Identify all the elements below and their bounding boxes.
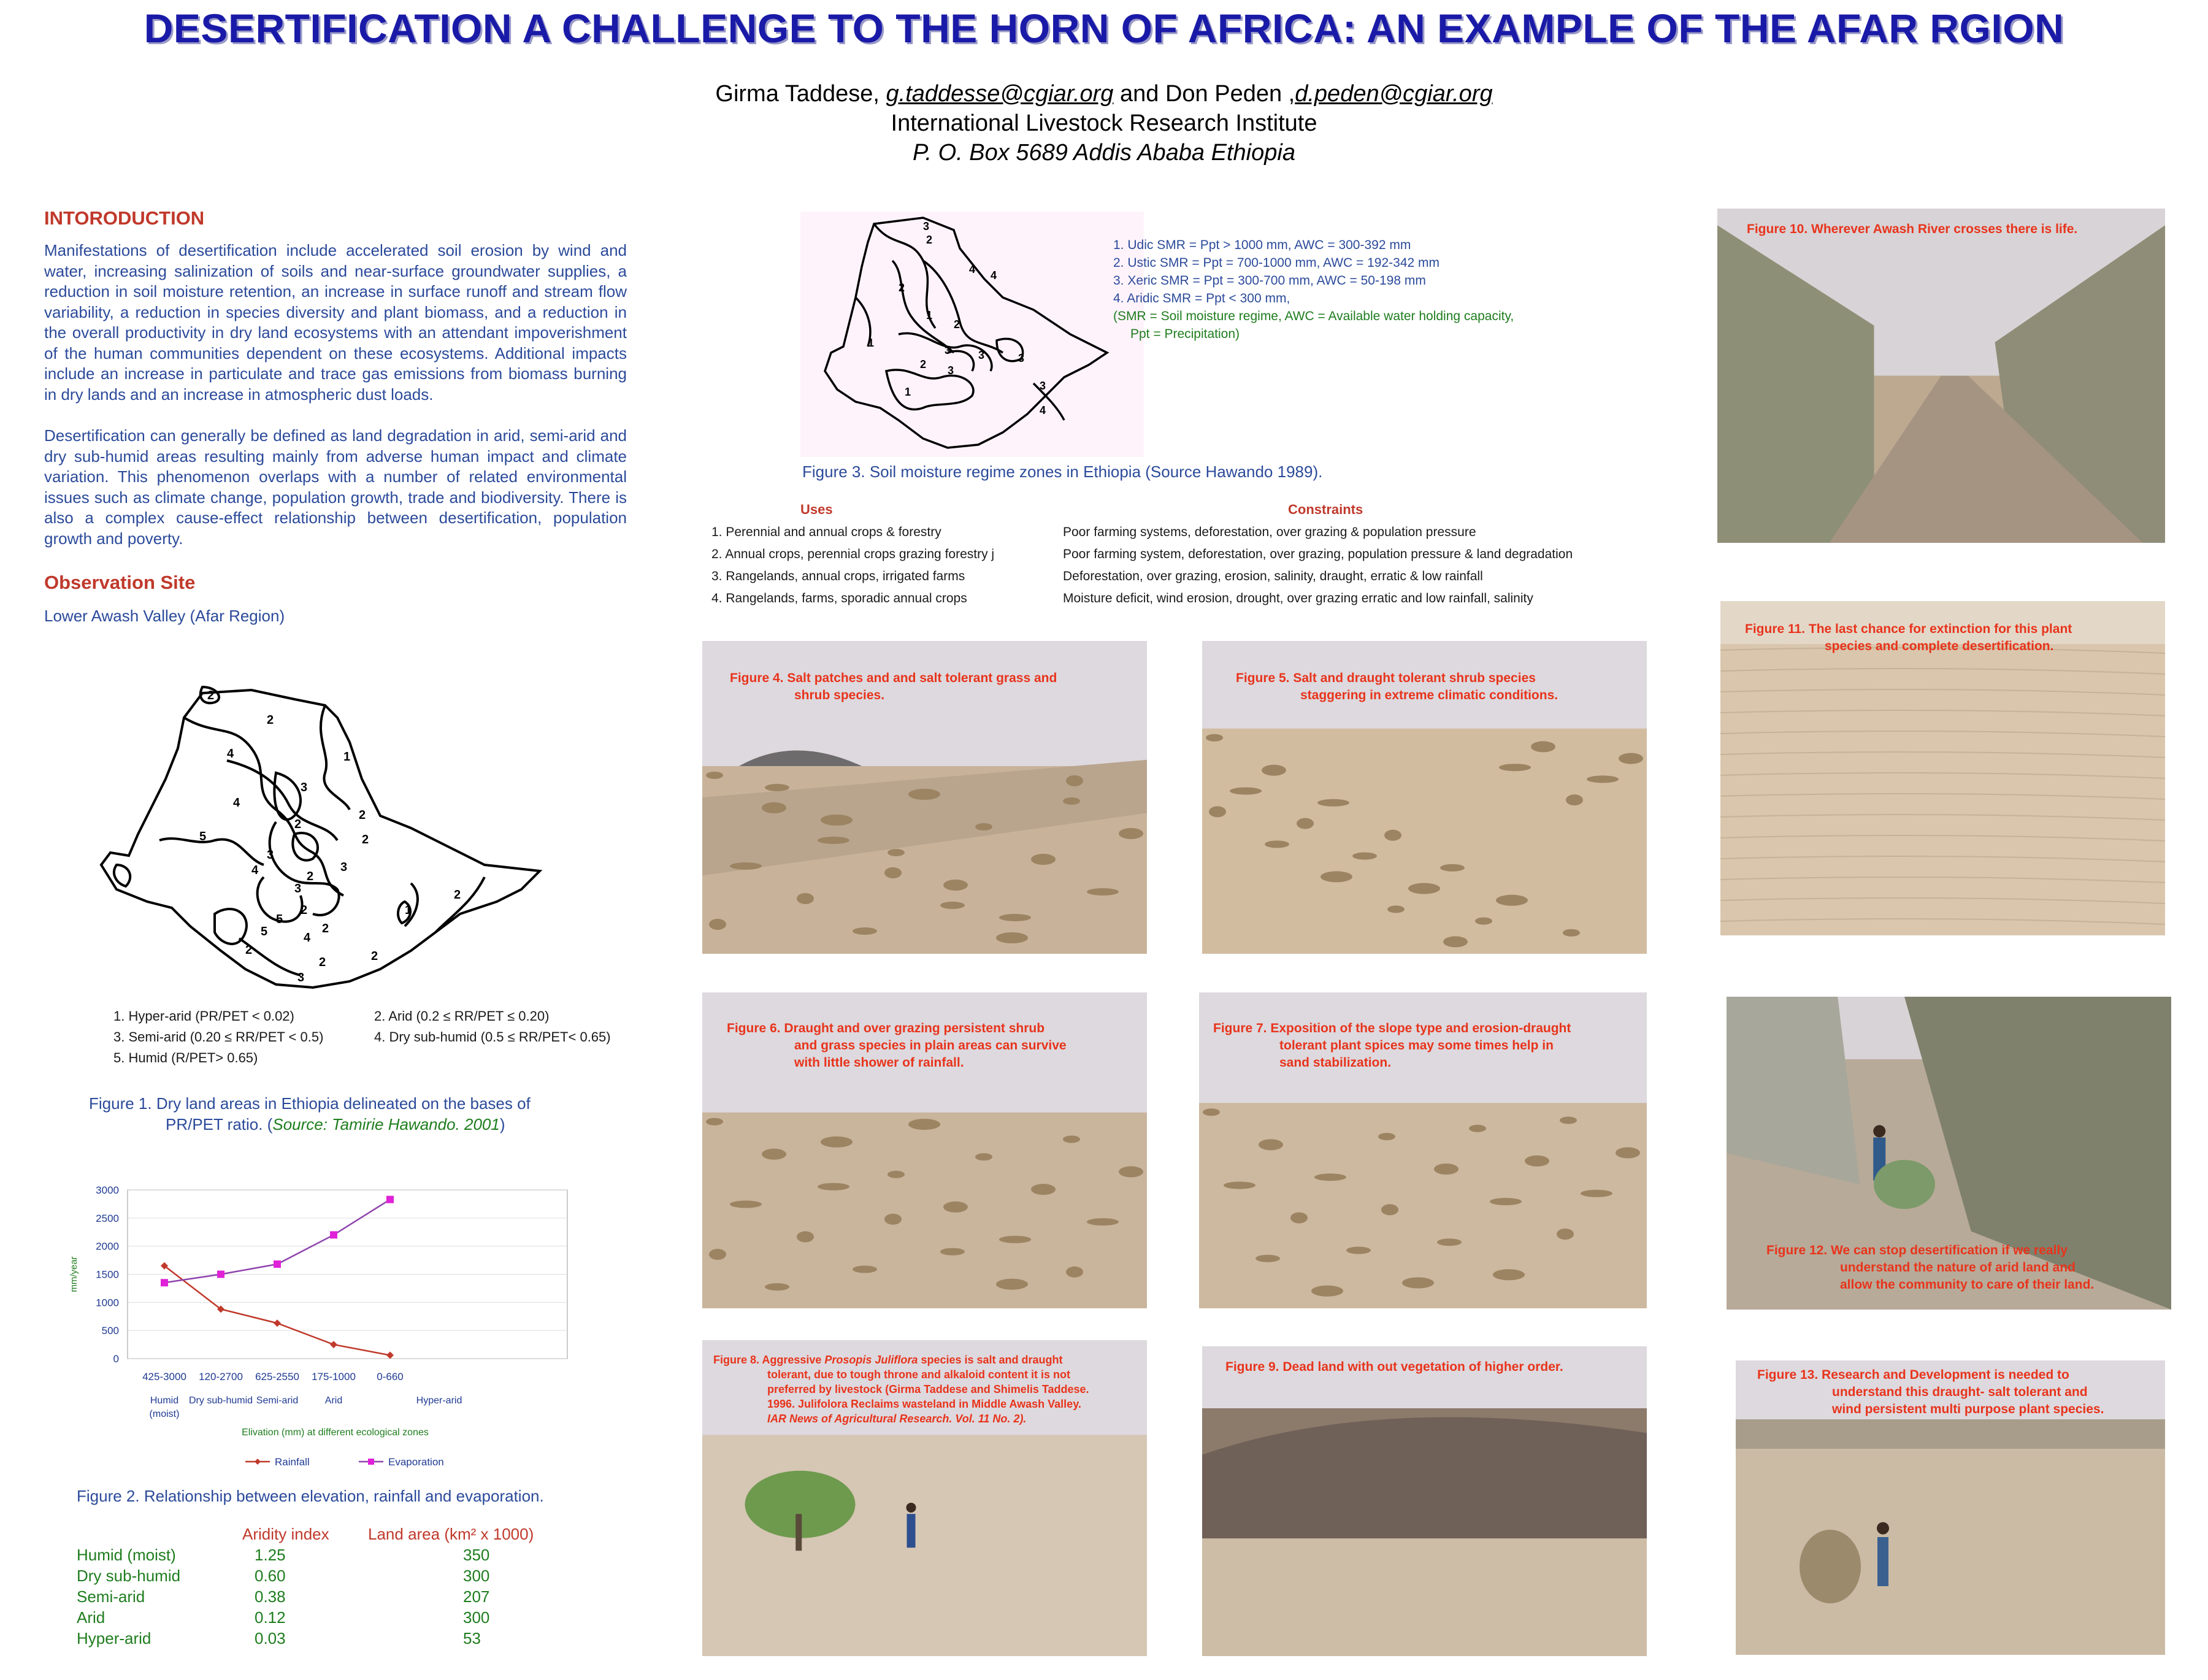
fig8-caption-line <box>713 1352 1089 1367</box>
fig3-zone-label: 4 <box>969 263 976 275</box>
y-tick-label: 2000 <box>96 1240 119 1252</box>
soil-moisture-map <box>800 212 1144 457</box>
fig5-caption <box>1236 670 1558 704</box>
constraint-cell: Deforestation, over grazing, erosion, salinity, draught, erratic & low rainfall <box>1063 569 1483 583</box>
fig9-caption <box>1225 1359 1563 1376</box>
fig4-caption <box>730 670 1057 704</box>
fig9-caption-line: Figure 9. Dead land with out vegetation of higher order. <box>1225 1360 1563 1374</box>
fig12-caption-line: allow the community to care of their land. <box>1840 1278 2095 1292</box>
aridity-header-index: Aridity index <box>242 1525 329 1543</box>
fig12-caption-line: understand the nature of arid land and <box>1840 1260 2076 1275</box>
rainfall-evaporation-chart <box>61 1178 589 1484</box>
legend-item-dry-sub-humid: 4. Dry sub-humid (0.5 ≤ RR/PET< 0.65) <box>374 1029 611 1045</box>
fig8-caption-part: species is salt and draught <box>918 1354 1063 1366</box>
fig11-caption <box>1745 621 2072 655</box>
intro-paragraph-1: Manifestations of desertification include accelerated soil erosion by wind and water, increasing salinization of soils and near-surface groundwater supplies, a reduction in soil moisture retention, an increase in surface runoff and stream flow variability, a reduction in species diversity and plant biomass, and a reduction in the overall productivity in dry land ecosystems with an attendant impoverishment of the human communities dependent on these ecosystems. Additional impacts include an increase in particulate and trace gas emissions from biomass burning in dry lands and an increase in atmospheric dust loads. <box>44 241 627 404</box>
fig8-caption-line: tolerant, due to tough throne and alkaloid content it is not <box>767 1368 1070 1381</box>
x-tick-label: 175-1000 <box>312 1371 356 1383</box>
fig6-caption <box>727 1020 1067 1072</box>
aridity-table-row <box>77 1587 567 1608</box>
fig7-caption-line: Figure 7. Exposition of the slope type and erosion-draught <box>1213 1021 1571 1035</box>
fig8-caption-line: preferred by livestock (Girma Taddese and Shimelis Taddese. <box>767 1383 1089 1395</box>
series-line-rainfall <box>164 1266 390 1356</box>
fig3-zone-label: 2 <box>926 234 933 246</box>
constraint-cell: Poor farming system, deforestation, over grazing, population pressure & land degradation <box>1063 547 1573 561</box>
fig1-zone-label: 4 <box>233 796 240 810</box>
zone-label: Dry sub-humid <box>188 1395 253 1406</box>
x-tick-label: 625-2550 <box>255 1371 299 1383</box>
fig6-caption-line: with little shower of rainfall. <box>794 1056 964 1070</box>
x-tick-label: 425-3000 <box>142 1371 186 1383</box>
legend-item-semi-arid: 3. Semi-arid (0.20 ≤ RR/PET < 0.5) <box>113 1029 324 1045</box>
fig1-zone-label: 1 <box>343 750 351 764</box>
aridity-header-area: Land area (km² x 1000) <box>368 1525 534 1543</box>
fig7-caption <box>1213 1020 1571 1072</box>
intro-heading: INTORODUCTION <box>44 207 205 229</box>
aridity-index-value: 0.03 <box>255 1629 286 1647</box>
legend-item-hyper-arid: 1. Hyper-arid (PR/PET < 0.02) <box>113 1008 294 1024</box>
x-tick-label: 120-2700 <box>199 1371 243 1383</box>
y-tick-label: 0 <box>113 1353 119 1365</box>
fig10-caption <box>1747 221 2077 238</box>
uses-constraints-table <box>711 502 1693 612</box>
fig3-zone-label: 2 <box>954 318 960 331</box>
fig12-caption-line: Figure 12. We can stop desertification if we really <box>1766 1243 2068 1257</box>
fig4-caption-line: Figure 4. Salt patches and and salt tolerant grass and <box>730 671 1057 685</box>
fig3-zone-label: 3 <box>1018 352 1025 364</box>
fig1-zone-label: 3 <box>294 882 302 896</box>
fig8-caption-part: Figure 8. Aggressive <box>713 1354 825 1366</box>
photo-fig10 <box>1717 209 2165 543</box>
fig11-caption-line: species and complete desertification. <box>1825 639 2054 653</box>
fig11-caption-line: Figure 11. The last chance for extinction for this plant <box>1745 622 2072 636</box>
fig5-caption-line: Figure 5. Salt and draught tolerant shrub species <box>1236 671 1536 685</box>
fig8-caption-line: IAR News of Agricultural Research. Vol. 11 No. 2). <box>767 1413 1027 1425</box>
fig3-zone-label: 1 <box>926 309 933 321</box>
institute-name: International Livestock Research Institute <box>891 110 1317 136</box>
land-area-value: 53 <box>463 1629 481 1647</box>
constraint-cell: Poor farming systems, deforestation, over grazing & population pressure <box>1063 525 1476 539</box>
zone-label: Hyper-arid <box>416 1395 462 1406</box>
rainfall-point <box>330 1341 337 1348</box>
use-cell: 2. Annual crops, perennial crops grazing forestry j <box>711 547 995 561</box>
fig1-zone-label: 2 <box>359 808 366 822</box>
rainfall-point <box>386 1352 394 1359</box>
fig7-caption-line: sand stabilization. <box>1279 1056 1392 1070</box>
fig1-zone-label: 3 <box>301 781 308 794</box>
author-name-1: Girma Taddese, <box>715 81 880 107</box>
legend-label: Rainfall <box>275 1456 310 1468</box>
zone-label: Arid <box>324 1395 343 1406</box>
fig13-caption-line: wind persistent multi purpose plant species. <box>1832 1402 2104 1416</box>
constraints-header: Constraints <box>1288 502 1363 517</box>
use-cell: 1. Perennial and annual crops & forestry <box>711 525 941 539</box>
observation-heading: Observation Site <box>44 572 196 593</box>
y-tick-label: 500 <box>101 1325 119 1337</box>
figure-3-map <box>800 212 1144 457</box>
legend-label: Evaporation <box>388 1456 444 1468</box>
fig1-zone-label: 2 <box>454 888 461 902</box>
fig6-caption-line: and grass species in plain areas can survive <box>794 1038 1067 1053</box>
smr-line-xeric: 3. Xeric SMR = Ppt = 300-700 mm, AWC = 50-198 mm <box>1113 274 1426 288</box>
fig3-zone-label: 4 <box>991 269 997 282</box>
smr-line-udic: 1. Udic SMR = Ppt > 1000 mm, AWC = 300-392 mm <box>1113 238 1411 252</box>
fig1-zone-label: 2 <box>371 949 378 963</box>
intro-paragraph-2: Desertification can generally be defined as land degradation in arid, semi-arid and dry sub-humid areas resulting mainly from adverse human impact and climate variation. This phenomenon overlaps with a number of related environmental issues such as climate change, population growth, trade and biodiversity. There is also a complex cause-effect relationship between desertification, population growth and poverty. <box>44 426 627 548</box>
soil-moisture-legend <box>1113 236 1604 343</box>
fig1-zone-label: 2 <box>267 713 274 727</box>
fig3-zone-label: 3 <box>945 344 951 356</box>
legend-marker <box>255 1459 261 1465</box>
fig3-zone-label: 3 <box>923 220 930 232</box>
evaporation-point <box>330 1231 337 1238</box>
aridity-table <box>77 1525 567 1647</box>
fig9-image <box>1202 1346 1647 1656</box>
rainfall-point <box>274 1319 281 1327</box>
aridity-table-row <box>77 1629 567 1650</box>
fig13-caption <box>1757 1367 2104 1418</box>
fig1-zone-label: 2 <box>362 833 369 846</box>
author-and: and Don Peden , <box>1120 81 1295 107</box>
fig1-zone-label: 2 <box>322 922 329 935</box>
aridity-table-row <box>77 1608 567 1629</box>
smr-line-aridic: 4. Aridic SMR = Ppt < 300 mm, <box>1113 291 1290 305</box>
fig1-zone-label: 2 <box>307 870 314 883</box>
aridity-zone: Semi-arid <box>77 1587 145 1606</box>
fig3-zone-label: 4 <box>1040 404 1046 416</box>
fig1-zone-label: 3 <box>340 861 348 874</box>
fig8-caption <box>713 1352 1089 1426</box>
x-axis-label: Elivation (mm) at different ecological zones <box>242 1427 429 1438</box>
figure-3-caption: Figure 3. Soil moisture regime zones in Ethiopia (Source Hawando 1989). <box>802 462 1323 481</box>
evaporation-point <box>274 1260 281 1268</box>
smr-note-2: Ppt = Precipitation) <box>1130 327 1240 341</box>
fig13-caption-line: Figure 13. Research and Development is needed to <box>1757 1368 2069 1382</box>
fig1-zone-label: 2 <box>301 903 308 917</box>
fig3-zone-label: 2 <box>899 282 905 294</box>
fig1-zone-label: 4 <box>227 747 234 761</box>
zone-label: Semi-arid <box>256 1395 299 1406</box>
aridity-zone: Dry sub-humid <box>77 1567 181 1585</box>
fig8-caption-line: 1996. Julifolora Reclaims wasteland in Middle Awash Valley. <box>767 1398 1081 1410</box>
fig6-caption-line: Figure 6. Draught and over grazing persistent shrub <box>727 1021 1045 1035</box>
poster-title: DESERTIFICATION A CHALLENGE TO THE HORN OF AFRICA: AN EXAMPLE OF THE AFAR RGION <box>144 6 2064 51</box>
use-cell: 4. Rangelands, farms, sporadic annual crops <box>711 591 967 605</box>
fig3-zone-label: 3 <box>1040 380 1046 392</box>
figure-1-map <box>92 681 552 994</box>
land-area-value: 300 <box>463 1567 490 1585</box>
fig1-zone-label: 5 <box>276 913 283 926</box>
fig1-zone-label: 2 <box>319 956 326 969</box>
author-line <box>0 81 2208 107</box>
y-tick-label: 3000 <box>96 1184 119 1196</box>
smr-line-ustic: 2. Ustic SMR = Ppt = 700-1000 mm, AWC = 192-342 mm <box>1113 256 1440 270</box>
legend-item-arid: 2. Arid (0.2 ≤ RR/PET ≤ 0.20) <box>374 1008 550 1024</box>
figure-1-caption <box>89 1093 629 1135</box>
fig1-zone-label: 5 <box>261 925 268 938</box>
x-tick-label: 0-660 <box>377 1371 404 1383</box>
fig1-zone-label: 2 <box>207 689 215 702</box>
fig1-zone-label: 4 <box>251 864 259 877</box>
legend-marker <box>368 1459 374 1465</box>
fig1-zone-label: 3 <box>267 848 274 862</box>
y-axis-label: mm/year <box>69 1256 79 1292</box>
aridity-index-value: 1.25 <box>255 1546 286 1564</box>
land-area-value: 300 <box>463 1608 490 1627</box>
aridity-index-value: 0.38 <box>255 1587 286 1606</box>
figure-2-caption: Figure 2. Relationship between elevation, rainfall and evaporation. <box>77 1487 544 1505</box>
aridity-table-row <box>77 1567 567 1587</box>
figure-2-chart <box>61 1178 589 1484</box>
evaporation-point <box>386 1196 394 1203</box>
use-cell: 3. Rangelands, annual crops, irrigated farms <box>711 569 965 583</box>
aridity-zone: Humid (moist) <box>77 1546 176 1564</box>
uses-header: Uses <box>800 502 833 517</box>
fig1-zone-label: 2 <box>294 818 302 831</box>
fig1-zone-label: 5 <box>199 830 207 843</box>
aridity-table-row <box>77 1546 567 1567</box>
fig3-zone-label: 3 <box>948 364 954 377</box>
institute-address: P. O. Box 5689 Addis Ababa Ethiopia <box>913 140 1295 166</box>
aridity-index-value: 0.60 <box>255 1567 286 1585</box>
figure-1-source: Source: Tamirie Hawando. 2001 <box>272 1115 500 1133</box>
figure-1-caption-line-2: PR/PET ratio. (Source: Tamirie Hawando. 2001) <box>166 1115 505 1133</box>
author-email-2[interactable]: d.peden@cgiar.org <box>1295 81 1493 107</box>
fig1-zone-label: 3 <box>297 971 305 984</box>
fig3-zone-label: 3 <box>978 349 985 361</box>
photo-fig9 <box>1202 1346 1647 1656</box>
zone-label: Humid (moist) <box>149 1395 180 1419</box>
smr-note-1: (SMR = Soil moisture regime, AWC = Available water holding capacity, <box>1113 309 1514 323</box>
fig4-caption-line: shrub species. <box>794 688 885 702</box>
y-tick-label: 1500 <box>96 1268 119 1281</box>
fig10-image <box>1717 209 2165 543</box>
evaporation-point <box>161 1279 168 1286</box>
land-area-value: 207 <box>463 1587 490 1606</box>
y-tick-label: 1000 <box>96 1297 119 1309</box>
fig1-zone-label: 2 <box>245 943 253 957</box>
fig1-zone-label: 1 <box>405 903 412 917</box>
aridity-index-value: 0.12 <box>255 1608 286 1627</box>
fig8-caption-part: Prosopis Juliflora <box>824 1354 918 1366</box>
legend-item-humid: 5. Humid (R/PET> 0.65) <box>113 1050 258 1065</box>
series-line-evaporation <box>164 1200 390 1283</box>
fig13-caption-line: understand this draught- salt tolerant and <box>1832 1385 2088 1399</box>
ethiopia-aridity-map <box>92 681 552 994</box>
constraint-cell: Moisture deficit, wind erosion, drought, over grazing erratic and low rainfall, salinity <box>1063 591 1533 605</box>
fig1-zone-label: 4 <box>304 931 311 945</box>
fig12-caption <box>1766 1242 2094 1294</box>
fig7-caption-line: tolerant plant spices may some times help in <box>1279 1038 1554 1053</box>
fig3-zone-label: 2 <box>920 358 927 370</box>
author-email-1[interactable]: g.taddesse@cgiar.org <box>886 81 1114 107</box>
figure-1-caption-line-1: Figure 1. Dry land areas in Ethiopia delineated on the bases of <box>89 1094 531 1113</box>
evaporation-point <box>217 1271 224 1278</box>
observation-text: Lower Awash Valley (Afar Region) <box>44 607 285 625</box>
fig5-caption-line: staggering in extreme climatic conditions. <box>1300 688 1558 702</box>
fig3-zone-label: 1 <box>905 386 911 398</box>
aridity-zone: Arid <box>77 1608 105 1627</box>
land-area-value: 350 <box>463 1546 490 1564</box>
fig10-caption-line: Figure 10. Wherever Awash River crosses there is life. <box>1747 222 2078 236</box>
fig3-zone-label: 1 <box>868 337 875 349</box>
aridity-zone: Hyper-arid <box>77 1629 151 1647</box>
y-tick-label: 2500 <box>96 1212 119 1224</box>
